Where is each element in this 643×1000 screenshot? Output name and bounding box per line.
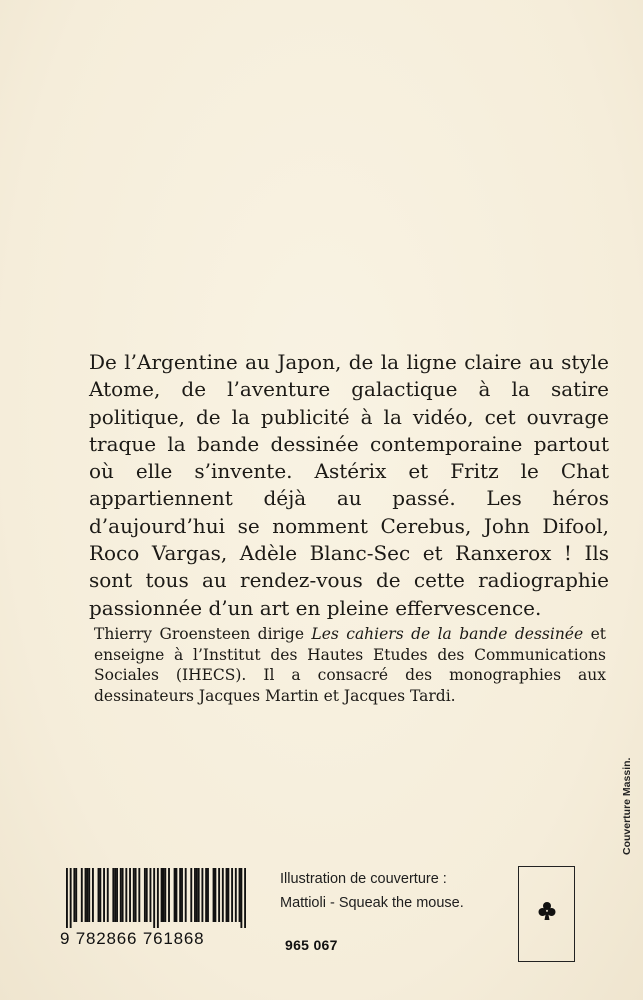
barcode-bar: [175, 868, 177, 922]
barcode-bar: [153, 868, 155, 928]
barcode-bar: [150, 868, 152, 922]
bio-periodical-title: Les cahiers de la bande dessinée: [311, 625, 584, 643]
barcode-bar: [194, 868, 196, 922]
barcode-bar: [135, 868, 137, 922]
barcode-bar: [235, 868, 237, 922]
barcode-bar: [239, 868, 241, 922]
barcode-bar: [75, 868, 77, 922]
illustration-credit-author: Mattioli - Squeak the mouse.: [280, 895, 464, 911]
illustration-credit: [280, 867, 464, 915]
barcode-bar: [138, 868, 140, 922]
barcode-bar: [86, 868, 88, 922]
bio-text-end: et enseigne à l’Institut des Hautes Etudes des Communications Sociales (IHECS). Il a consacré des monographies aux dessinateurs Jacques Martin et Jacques Tardi.: [94, 625, 606, 705]
barcode-bar: [240, 868, 242, 928]
barcode-bar: [244, 868, 246, 928]
barcode-bar: [133, 868, 135, 922]
barcode-bar: [164, 868, 166, 922]
barcode-bar: [185, 868, 187, 922]
barcode-bar: [99, 868, 101, 922]
bio-text-start: Thierry Groensteen dirige: [94, 625, 312, 643]
barcode-bar: [162, 868, 164, 922]
barcode-bar: [66, 868, 68, 928]
barcode-bar: [207, 868, 209, 922]
barcode-bar: [120, 868, 122, 922]
barcode-bar: [226, 868, 228, 922]
barcode-bar: [227, 868, 229, 922]
publisher-logo: [518, 866, 575, 962]
barcode-bar: [157, 868, 159, 928]
barcode-bar: [114, 868, 116, 922]
barcode-bar: [73, 868, 75, 922]
barcode-bar: [201, 868, 203, 922]
barcode-bar: [168, 868, 170, 922]
barcode-bar: [125, 868, 127, 922]
cover-credit: Couverture Massin.: [621, 757, 633, 855]
barcode-digits: 9 782866 761868: [60, 929, 205, 948]
barcode-bar: [112, 868, 114, 922]
barcode-bar: [144, 868, 146, 922]
author-bio: [94, 624, 606, 706]
barcode-bar: [103, 868, 105, 922]
barcode-bar: [181, 868, 183, 922]
barcode-bar: [205, 868, 207, 922]
barcode-bar: [146, 868, 148, 922]
barcode-bar: [196, 868, 198, 922]
barcode-bar: [190, 868, 192, 922]
barcode-bars: [66, 868, 246, 928]
barcode-bar: [231, 868, 233, 922]
barcode-bar: [70, 868, 72, 928]
illustration-credit-label: Illustration de couverture :: [280, 871, 447, 887]
barcode-bar: [92, 868, 94, 922]
barcode-bar: [88, 868, 90, 922]
barcode-bar: [198, 868, 200, 922]
barcode-bar: [179, 868, 181, 922]
barcode-bar: [85, 868, 87, 922]
barcode-bar: [213, 868, 215, 922]
barcode-bar: [222, 868, 224, 922]
club-icon: [538, 901, 556, 921]
barcode-bar: [116, 868, 118, 922]
barcode-bar: [81, 868, 83, 922]
barcode-bar: [129, 868, 131, 922]
blurb-paragraph: De l’Argentine au Japon, de la ligne claire au style Atome, de l’aventure galactique à la satire politique, de la publicité à la vidéo, cet ouvrage traque la bande dessinée contemporaine partout où elle s’invente. Astérix et Fritz le Chat appartiennent déjà au passé. Les héros d’aujourd’hui se nomment Cerebus, John Difool, Roco Vargas, Adèle Blanc-Sec et Ranxerox ! Ils sont tous au rendez-vous de cette radiographie passionnée d’un art en pleine effervescence.: [89, 350, 609, 620]
barcode-bar: [174, 868, 176, 922]
barcode-bar: [98, 868, 100, 922]
barcode-bar: [214, 868, 216, 922]
barcode-bar: [161, 868, 163, 922]
product-code: 965 067: [285, 937, 338, 953]
barcode-bar: [122, 868, 124, 922]
barcode-bar: [107, 868, 109, 922]
barcode-bar: [218, 868, 220, 922]
